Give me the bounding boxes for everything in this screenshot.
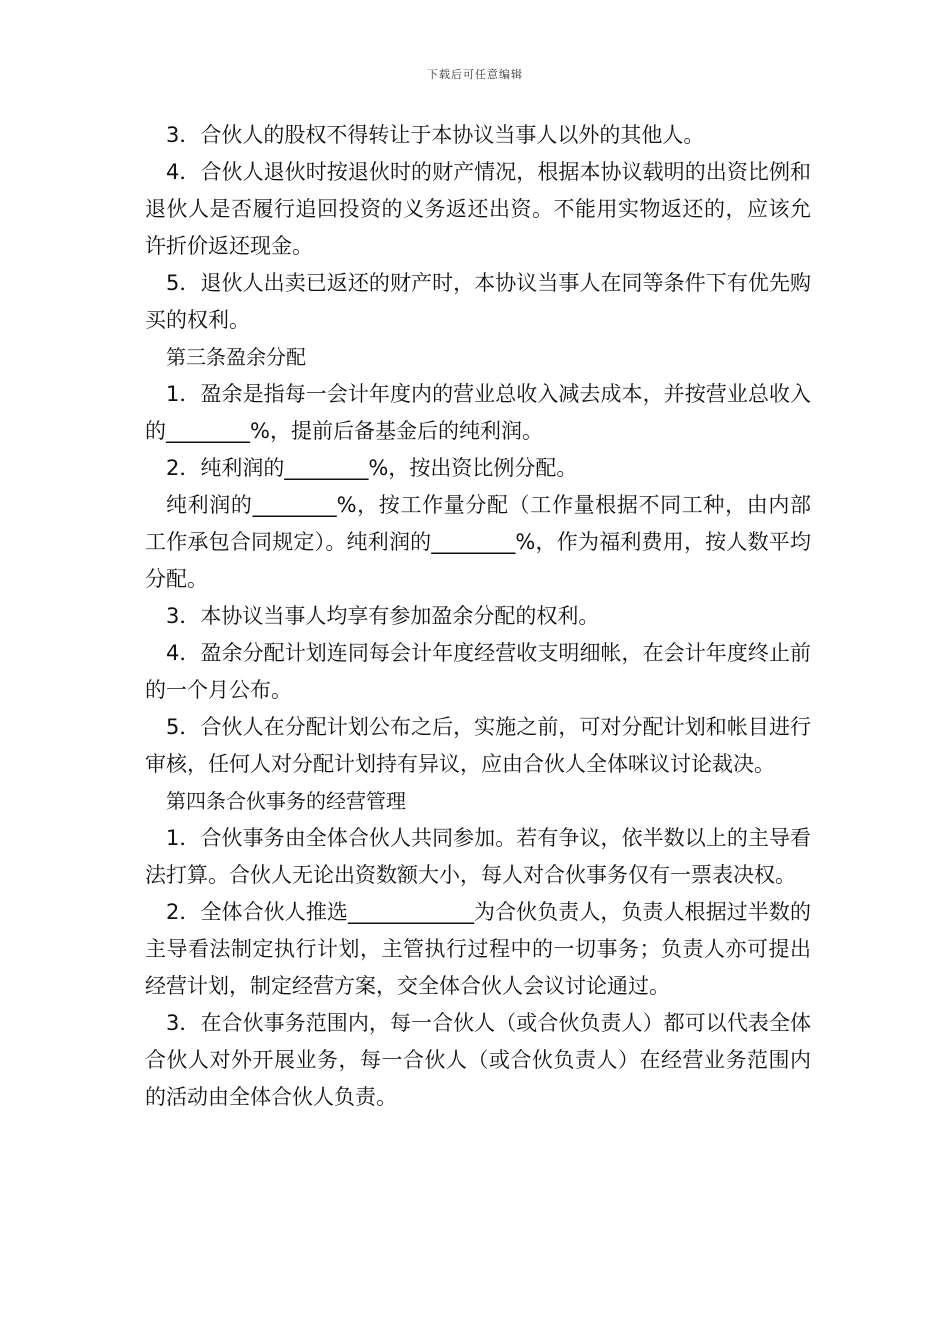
paragraph-1: 3．合伙人的股权不得转让于本协议当事人以外的其他人。 bbox=[166, 123, 705, 147]
paragraph-5: 2．纯利润的________%，按出资比例分配。 bbox=[166, 456, 578, 480]
paragraph-10: 1．合伙事务由全体合伙人共同参加。若有争议，依半数以上的主导看法打算。合伙人无论出资数额大小，每人对合伙事务仅有一票表决权。 bbox=[145, 826, 811, 887]
paragraph-12: 3．在合伙事务范围内，每一合伙人（或合伙负责人）都可以代表全体合伙人对外开展业务，每一合伙人（或合伙负责人）在经营业务范围内的活动由全体合伙人负责。 bbox=[145, 1011, 811, 1109]
paragraph-2: 4．合伙人退伙时按退伙时的财产情况，根据本协议载明的出资比例和退伙人是否履行追回投资的义务返还出资。不能用实物返还的，应该允许折价返还现金。 bbox=[145, 160, 811, 258]
section-heading-4: 第四条合伙事务的经营管理 bbox=[166, 789, 406, 813]
paragraph-4: 1．盈余是指每一会计年度内的营业总收入减去成本，并按营业总收入的________%，提前后备基金后的纯利润。 bbox=[145, 382, 811, 443]
page-header: 下载后可任意编辑 bbox=[427, 68, 523, 81]
section-heading-3: 第三条盈余分配 bbox=[166, 345, 306, 369]
paragraph-7: 3．本协议当事人均享有参加盈余分配的权利。 bbox=[166, 604, 600, 628]
paragraph-11: 2．全体合伙人推选____________为合伙负责人，负责人根据过半数的主导看法制定执行计划，主管执行过程中的一切事务；负责人亦可提出经营计划，制定经营方案，交全体合伙人会议讨论通过。 bbox=[145, 900, 811, 998]
document-body bbox=[145, 117, 811, 1116]
paragraph-3: 5．退伙人出卖已返还的财产时，本协议当事人在同等条件下有优先购买的权利。 bbox=[145, 271, 811, 332]
paragraph-9: 5．合伙人在分配计划公布之后，实施之前，可对分配计划和帐目进行审核，任何人对分配计划持有异议，应由合伙人全体咪议讨论裁决。 bbox=[145, 715, 811, 776]
paragraph-8: 4．盈余分配计划连同每会计年度经营收支明细帐，在会计年度终止前的一个月公布。 bbox=[145, 641, 811, 702]
paragraph-6: 纯利润的________%，按工作量分配（工作量根据不同工种，由内部工作承包合同规定）。纯利润的________%，作为福利费用，按人数平均分配。 bbox=[145, 493, 811, 591]
